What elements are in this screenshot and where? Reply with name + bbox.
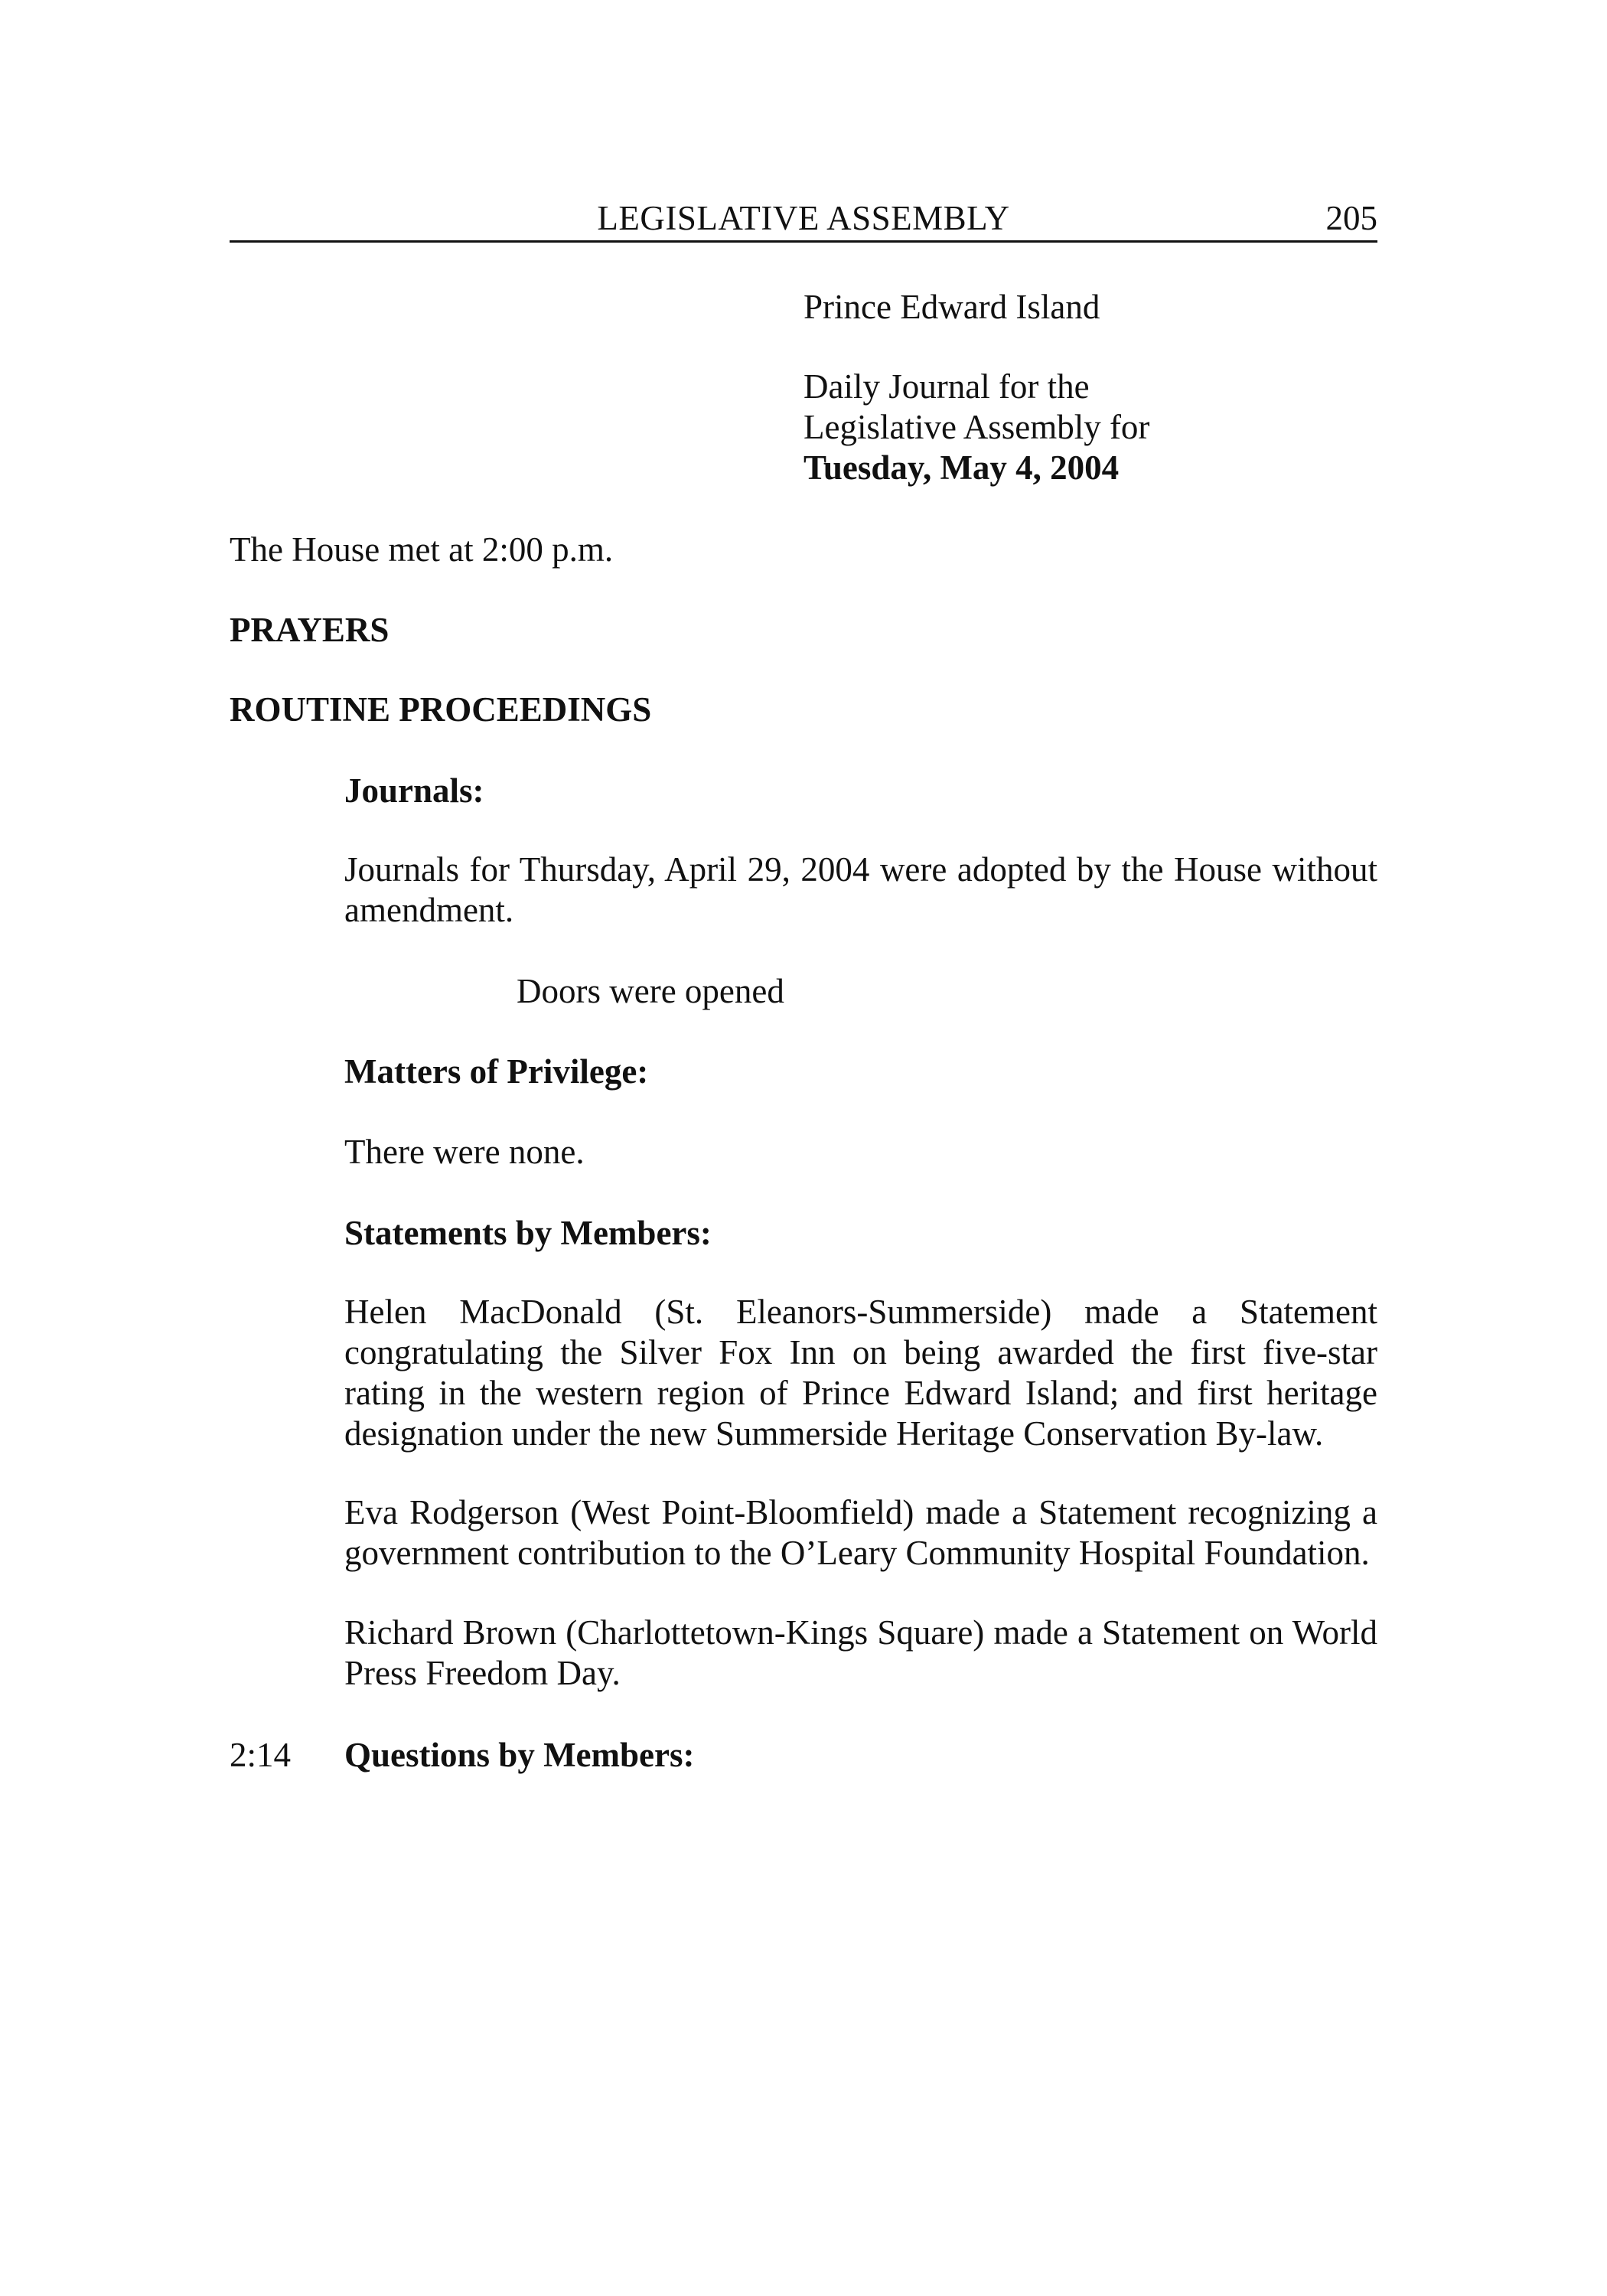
journals-heading: Journals: [344, 771, 484, 810]
house-met-line: The House met at 2:00 p.m. [230, 530, 614, 569]
running-title: LEGISLATIVE ASSEMBLY [597, 199, 1010, 237]
journals-paragraph: Journals for Thursday, April 29, 2004 were adopted by the House without amendment. [344, 850, 1377, 929]
running-header [230, 197, 1377, 243]
statement-paragraph: Eva Rodgerson (West Point-Bloomfield) made a Statement recognizing a government contribution to the O’Leary Community Hospital Foundation. [344, 1493, 1377, 1572]
privilege-heading: Matters of Privilege: [344, 1052, 649, 1091]
doors-opened-line: Doors were opened [517, 972, 784, 1010]
statements-heading: Statements by Members: [344, 1214, 712, 1252]
statement-paragraph: Helen MacDonald (St. Eleanors-Summerside) made a Statement congratulating the Silver Fox Inn on being awarded the first five-star rating in the western region of Prince Edward Island; and first heritage designation under the new Summerside Heritage Conservation By-law. [344, 1293, 1377, 1453]
privilege-text: There were none. [344, 1133, 585, 1171]
prayers-heading: PRAYERS [230, 611, 390, 649]
sitting-date: Tuesday, May 4, 2004 [804, 448, 1120, 487]
statement-paragraph: Richard Brown (Charlottetown-Kings Square) made a Statement on World Press Freedom Day. [344, 1613, 1377, 1692]
journal-title-line2: Legislative Assembly for [804, 408, 1150, 446]
province-name: Prince Edward Island [804, 288, 1100, 326]
journal-title-line1: Daily Journal for the [804, 367, 1090, 406]
questions-heading: Questions by Members: [344, 1736, 695, 1774]
questions-time: 2:14 [230, 1736, 292, 1774]
page-number: 205 [1325, 199, 1377, 237]
routine-proceedings-heading: ROUTINE PROCEEDINGS [230, 690, 652, 729]
